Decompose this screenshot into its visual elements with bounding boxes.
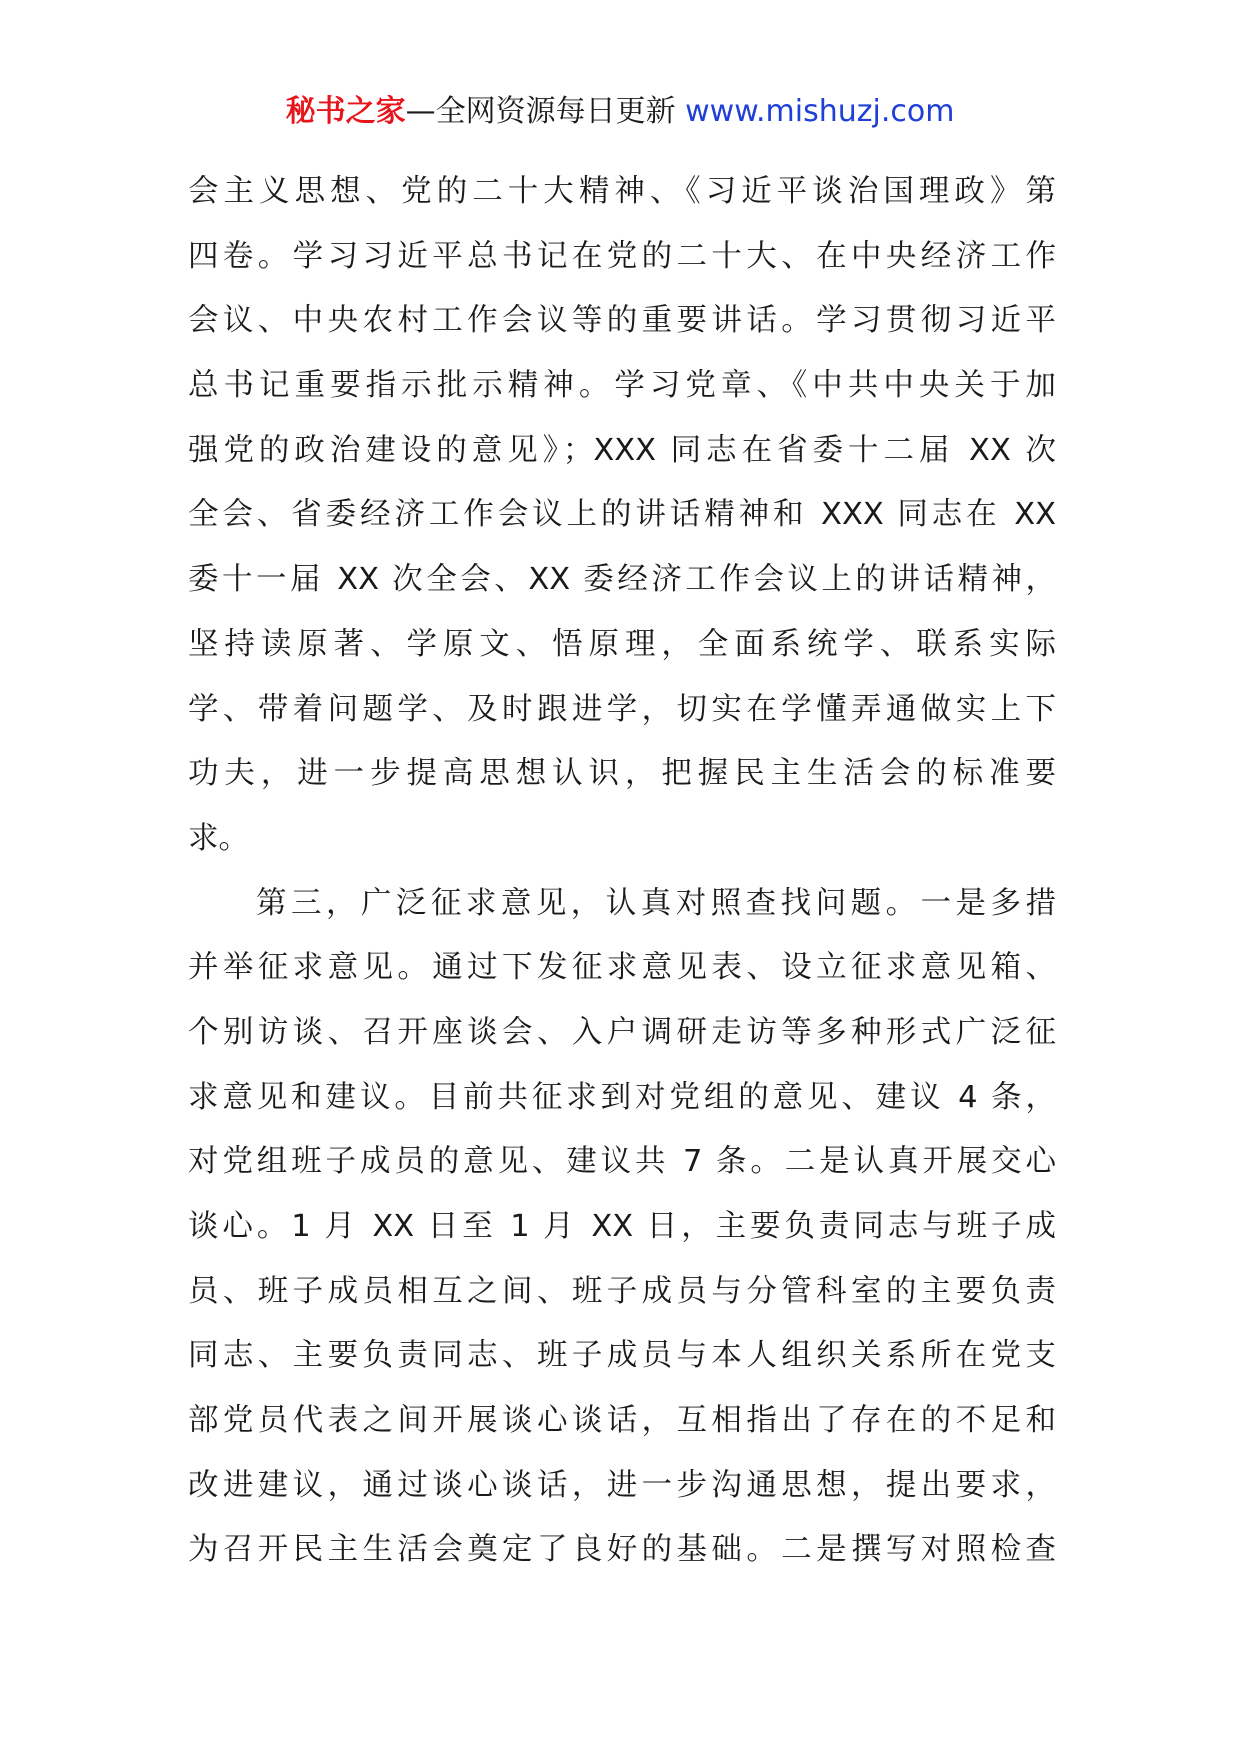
text-line: 强党的政治建设的意见》；XXX 同志在省委十二届 XX 次 — [188, 432, 1056, 468]
document-body — [188, 160, 1056, 1583]
text-line: 求意见和建议。目前共征求到对党组的意见、建议 4 条， — [188, 1079, 1056, 1115]
text-line: 委十一届 XX 次全会、XX 委经济工作会议上的讲话精神， — [188, 562, 1056, 598]
text-line: 四卷。学习习近平总书记在党的二十大、在中央经济工作 — [188, 238, 1056, 274]
text-line: 并举征求意见。通过下发征求意见表、设立征求意见箱、 — [188, 950, 1056, 986]
text-line: 对党组班子成员的意见、建议共 7 条。二是认真开展交心 — [188, 1144, 1056, 1180]
page-header — [0, 92, 1240, 132]
text-line: 求。 — [188, 820, 249, 856]
text-line: 坚持读原著、学原文、悟原理，全面系统学、联系实际 — [188, 626, 1056, 662]
text-line: 谈心。1 月 XX 日至 1 月 XX 日，主要负责同志与班子成 — [188, 1209, 1056, 1244]
text-line: 个别访谈、召开座谈会、入户调研走访等多种形式广泛征 — [188, 1014, 1056, 1050]
site-url-link[interactable]: www.mishuzj.com — [685, 94, 955, 129]
text-line: 功夫，进一步提高思想认识，把握民主生活会的标准要 — [188, 756, 1056, 792]
paragraph-1 — [188, 160, 1056, 872]
text-line: 全会、省委经济工作会议上的讲话精神和 XXX 同志在 XX — [188, 497, 1056, 533]
site-brand: 秘书之家 — [285, 94, 406, 129]
site-tagline: —全网资源每日更新 — [405, 94, 686, 129]
text-line: 会议、中央农村工作会议等的重要讲话。学习贯彻习近平 — [188, 303, 1056, 339]
text-line: 第三，广泛征求意见，认真对照查找问题。一是多措 — [256, 885, 1056, 921]
text-line: 总书记重要指示批示精神。学习党章、《中共中央关于加 — [188, 368, 1056, 404]
text-line: 部党员代表之间开展谈心谈话，互相指出了存在的不足和 — [188, 1403, 1056, 1439]
text-line: 改进建议，通过谈心谈话，进一步沟通思想，提出要求， — [188, 1467, 1056, 1503]
text-line: 同志、主要负责同志、班子成员与本人组织关系所在党支 — [188, 1338, 1056, 1374]
text-line: 为召开民主生活会奠定了良好的基础。二是撰写对照检查 — [188, 1532, 1056, 1568]
text-line: 员、班子成员相互之间、班子成员与分管科室的主要负责 — [188, 1273, 1056, 1309]
paragraph-2 — [188, 872, 1056, 1584]
text-line: 学、带着问题学、及时跟进学，切实在学懂弄通做实上下 — [188, 691, 1056, 727]
text-line: 会主义思想、党的二十大精神、《习近平谈治国理政》第 — [188, 174, 1056, 209]
